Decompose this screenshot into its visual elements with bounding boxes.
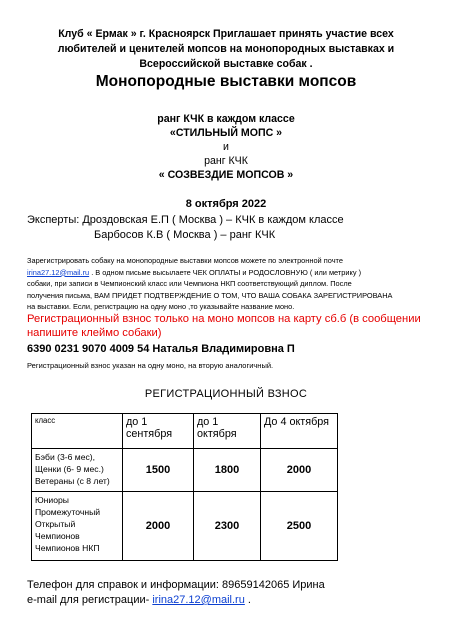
intro-line-2: любителей и ценителей мопсов на монопородных выставках и (57, 43, 395, 55)
row-label-line: Ветераны (с 8 лет) (35, 476, 110, 486)
intro-text (20, 27, 432, 72)
email-link[interactable]: irina27.12@mail.ru (27, 267, 90, 277)
show-name-stylish: «СТИЛЬНЫЙ МОПС » (169, 127, 283, 139)
intro-line-3: Всероссийской выставке собак . (139, 58, 313, 70)
contact-email-link[interactable]: irina27.12@mail.ru (152, 594, 245, 606)
intro-line-1: Клуб « Ермак » г. Красноярск Приглашает принять участие всех (58, 28, 394, 40)
info-line-5: на выставки. Если, регистрацию на одну моно ,то указывайте название моно. (27, 302, 295, 311)
row-label-line: Чемпионов (35, 531, 80, 541)
info-line-1: Зарегистрировать собаку на монопородные выставки мопсов можете по электронной почте (27, 256, 343, 265)
fee-value: 2300 (194, 492, 261, 561)
info-line-2 (27, 267, 432, 279)
row-label-line: Юниоры (35, 495, 69, 505)
fee-table-title: РЕГИСТРАЦИОННЫЙ ВЗНОС (144, 388, 308, 400)
contact-phone: Телефон для справок и информации: 89659142065 Ирина (27, 579, 325, 591)
page-title: Монопородные выставки мопсов (95, 73, 357, 90)
rank-block (0, 112, 452, 182)
table-row (32, 492, 338, 561)
row-label (32, 449, 123, 492)
info-line-4: получения письма, ВАМ ПРИДЕТ ПОДТВЕРЖДЕНИЕ О ТОМ, ЧТО ВАША СОБАКА ЗАРЕГИСТРИРОВАНА (27, 290, 393, 300)
fee-value: 2000 (261, 449, 338, 492)
info-line-2-rest: . В одном письме высылаете ЧЕК ОПЛАТЫ и РОДОСЛОВНУЮ ( или метрику ) (89, 267, 362, 277)
row-label (32, 492, 123, 561)
contact-email-line (27, 593, 325, 608)
table-row (32, 449, 338, 492)
row-label-line: Промежуточный (35, 507, 101, 517)
info-line-3: собаки, при записи в Чемпионский класс или Чемпиона НКП соответствующий диплом. После (27, 279, 352, 288)
fee-value: 1800 (194, 449, 261, 492)
fee-notice: Регистрационный взнос только на моно мопсов на карту сб.б (в сообщении напишите клеймо собаки) (27, 313, 421, 339)
header-col-1: до 1 сентября (123, 414, 194, 449)
registration-info (27, 255, 432, 313)
fee-table (31, 413, 338, 561)
header-col-2: до 1 октября (194, 414, 261, 449)
table-header-row (32, 414, 338, 449)
contact-block (27, 578, 325, 608)
row-label-line: Щенки (6- 9 мес.) (35, 464, 104, 474)
fee-note: Регистрационный взнос указан на одну моно, на вторую аналогичный. (27, 361, 274, 370)
header-class: класс (32, 414, 123, 449)
contact-email-suffix: . (244, 594, 251, 606)
row-label-line: Бэби (3-6 мес), (35, 452, 96, 462)
rank-line-1: ранг КЧК в каждом классе (157, 113, 295, 125)
rank-line-3: ранг КЧК (204, 155, 248, 167)
row-label-line: Чемпионов НКП (35, 543, 100, 553)
row-label-line: Открытый (35, 519, 76, 529)
rank-and: и (223, 141, 229, 153)
event-date: 8 октября 2022 (185, 198, 267, 210)
header-col-3: До 4 октября (261, 414, 338, 449)
contact-email-label: e-mail для регистрации- (27, 594, 153, 606)
card-number: 6390 0231 9070 4009 54 Наталья Владимировна П (27, 343, 295, 355)
fee-value: 2000 (123, 492, 194, 561)
fee-value: 1500 (123, 449, 194, 492)
experts-line-2: Барбосов К.В ( Москва ) – ранг КЧК (94, 229, 276, 241)
fee-value: 2500 (261, 492, 338, 561)
experts-line-1: Эксперты: Дроздовская Е.П ( Москва ) – КЧК в каждом классе (27, 214, 344, 226)
show-name-constellation: « СОЗВЕЗДИЕ МОПСОВ » (158, 169, 294, 181)
